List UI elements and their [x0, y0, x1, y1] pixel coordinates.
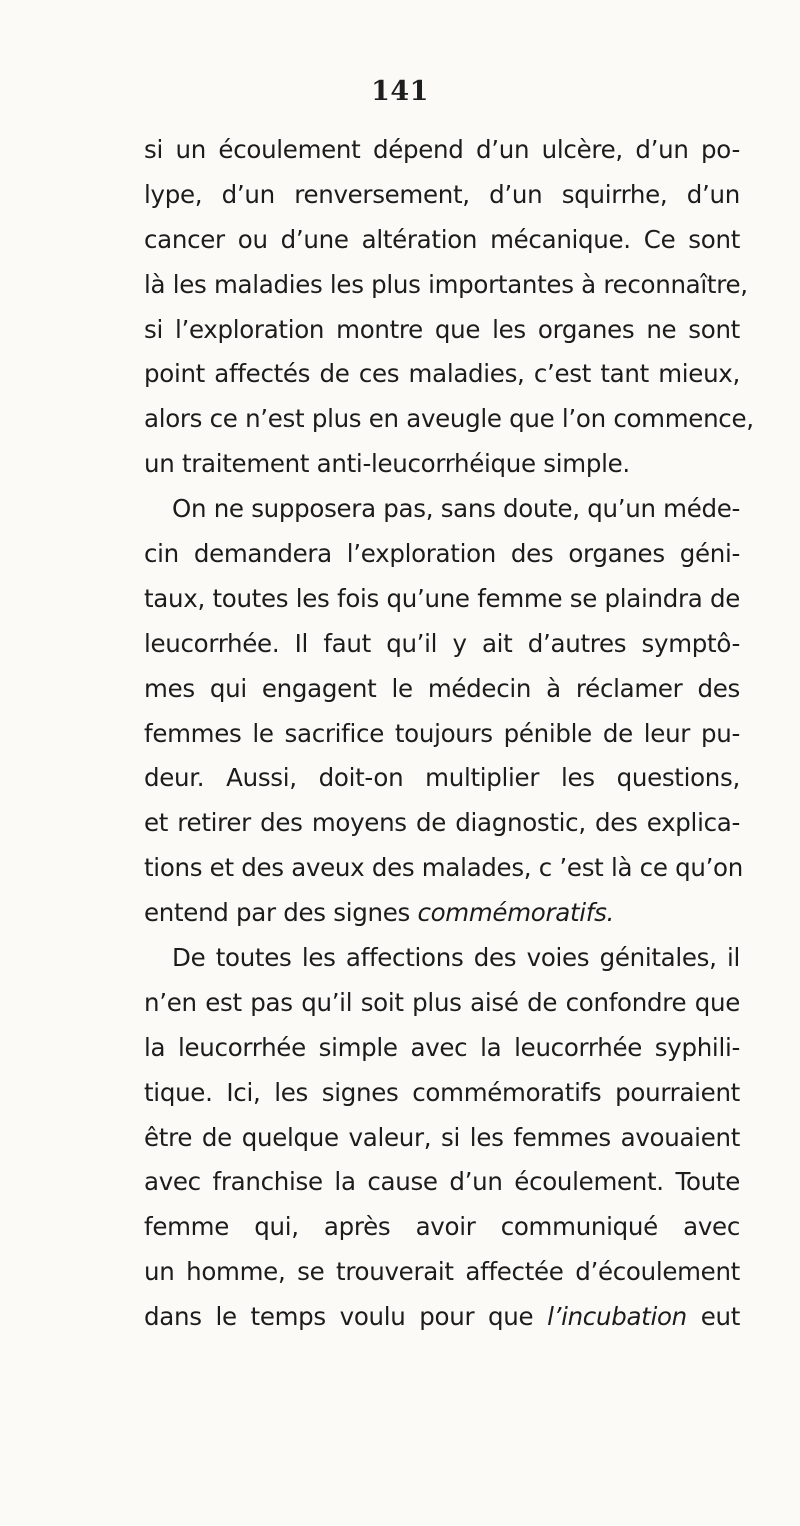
- text-line: n’en est pas qu’il soit plus aisé de confondre que: [144, 987, 740, 1017]
- text-line: avec franchise la cause d’un écoulement. Toute: [144, 1167, 740, 1197]
- text-line: alors ce n’est plus en aveugle que l’on commence,: [144, 404, 754, 434]
- text-line: On ne supposera pas, sans doute, qu’un méde-: [172, 494, 741, 524]
- text-line: mes qui engagent le médecin à réclamer des: [144, 673, 740, 703]
- text-line: si l’exploration montre que les organes ne sont: [144, 314, 740, 344]
- text-line: lype, d’un renversement, d’un squirrhe, d’un: [144, 179, 740, 209]
- text-line: femme qui, après avoir communiqué avec: [144, 1212, 740, 1242]
- text-line: être de quelque valeur, si les femmes avouaient: [144, 1122, 740, 1152]
- text-fragment: eut: [686, 1302, 741, 1332]
- text-line: là les maladies les plus importantes à reconnaître,: [144, 269, 748, 299]
- text-line: tique. Ici, les signes commémoratifs pourraient: [144, 1077, 740, 1107]
- text-line: point affectés de ces maladies, c’est tant mieux,: [144, 359, 740, 389]
- text-line: si un écoulement dépend d’un ulcère, d’un po-: [144, 135, 740, 164]
- page-number: 141: [371, 76, 429, 107]
- text-fragment: entend par des signes: [144, 898, 418, 928]
- text-line: taux, toutes les fois qu’une femme se plaindra de: [144, 583, 740, 613]
- body-text: [144, 128, 754, 1340]
- text-line: [144, 891, 740, 936]
- text-line: la leucorrhée simple avec la leucorrhée syphili-: [144, 1032, 740, 1062]
- text-line: [144, 1295, 740, 1340]
- text-fragment: dans le temps voulu pour que: [144, 1302, 548, 1332]
- text-line: femmes le sacrifice toujours pénible de leur pu-: [144, 718, 740, 748]
- text-line: deur. Aussi, doit-on multiplier les questions,: [144, 763, 740, 793]
- text-line: et retirer des moyens de diagnostic, des explica-: [144, 808, 740, 838]
- text-line: un homme, se trouverait affectée d’écoulement: [144, 1257, 740, 1287]
- text-line: tions et des aveux des malades, c ’est là ce qu’on: [144, 853, 743, 883]
- text-line: De toutes les affections des voies génitales, il: [172, 943, 740, 973]
- italic-term: l’incubation: [547, 1302, 687, 1332]
- text-line: leucorrhée. Il faut qu’il y ait d’autres symptô-: [144, 628, 740, 658]
- text-line: cancer ou d’une altération mécanique. Ce sont: [144, 224, 740, 254]
- text-line: cin demandera l’exploration des organes géni-: [144, 539, 740, 569]
- italic-term: commémoratifs.: [417, 898, 615, 928]
- text-line: un traitement anti-leucorrhéique simple.: [144, 449, 630, 479]
